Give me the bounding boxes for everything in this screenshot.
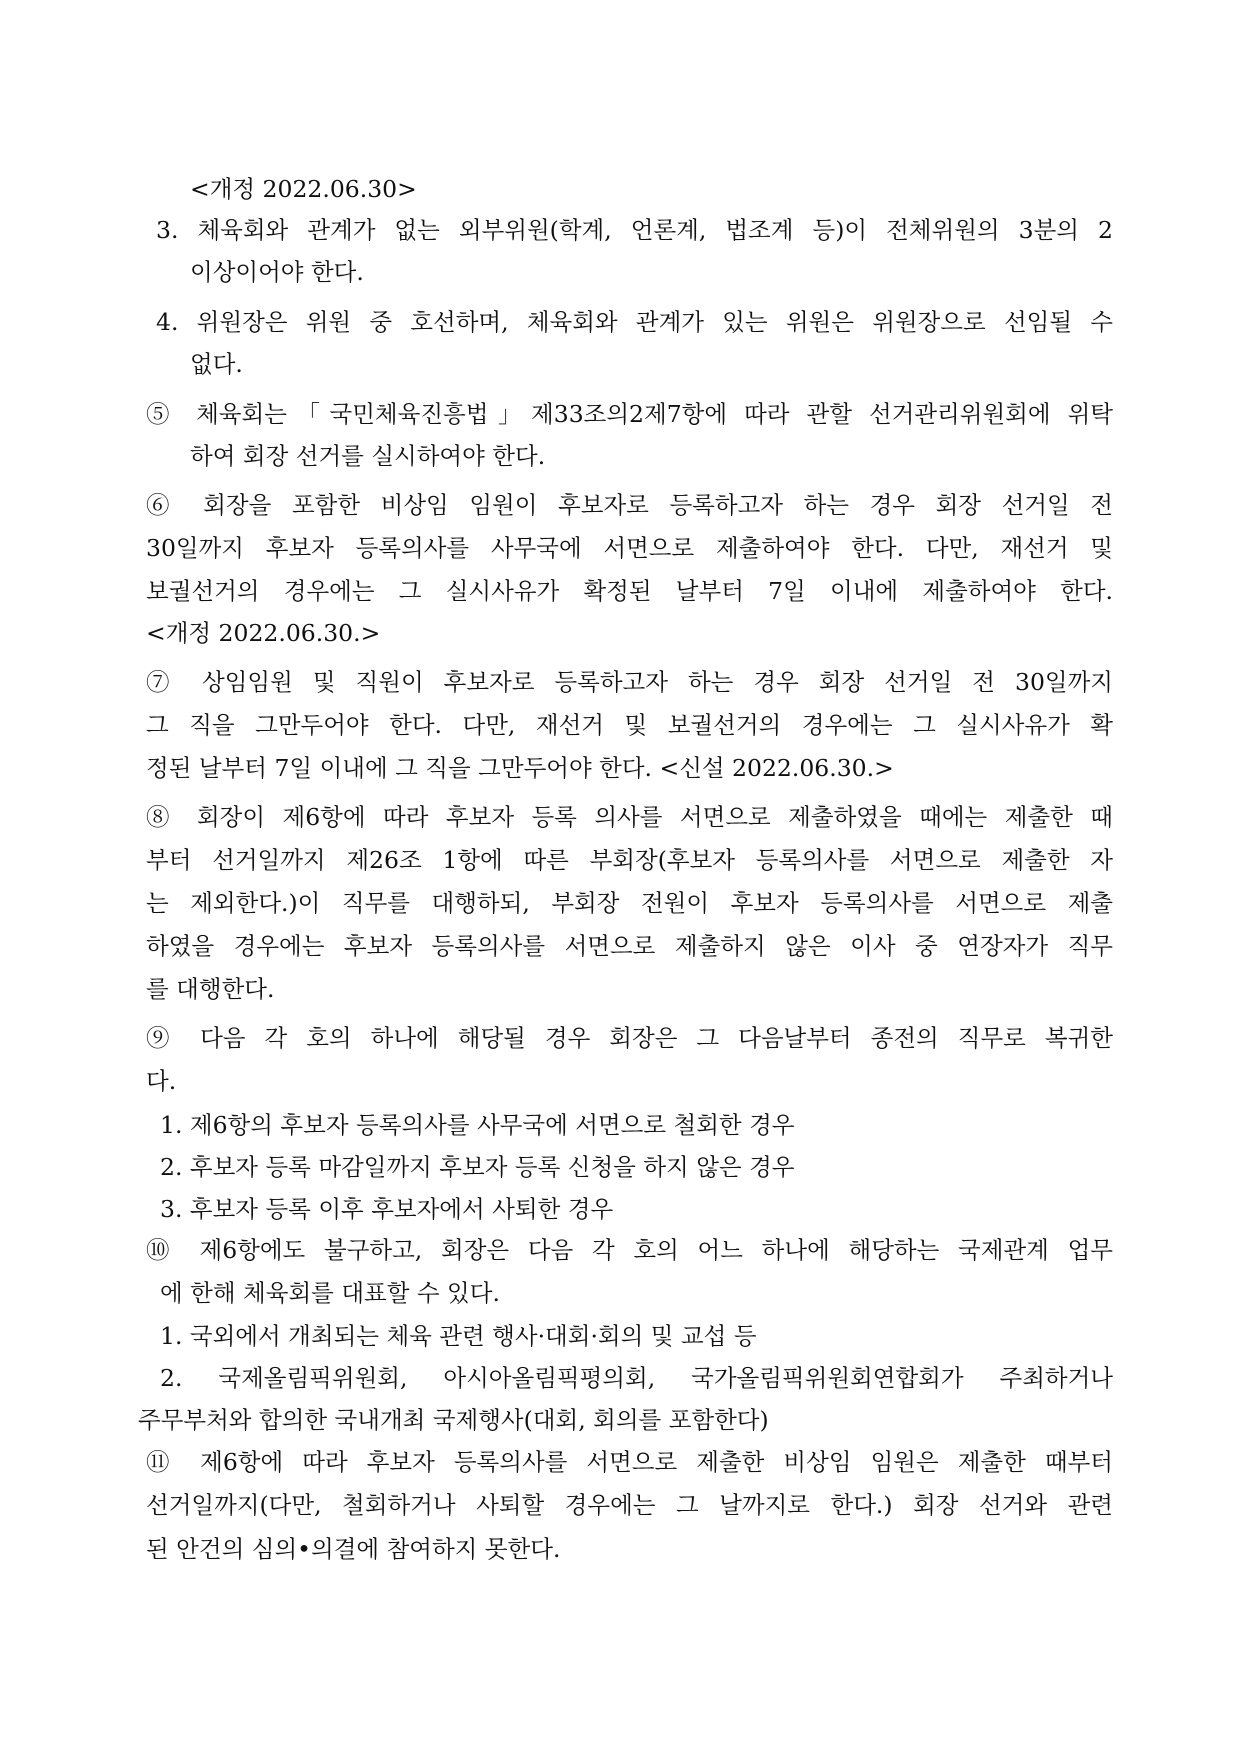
item-3: 3. 체육회와 관계가 없는 외부위원(학계, 언론계, 법조계 등)이 전체위원의 3분의 2 xyxy=(156,216,1113,244)
amendment-note-1: <개정 2022.06.30> xyxy=(190,175,417,203)
clause-10-item-2: 2. 국제올림픽위원회, 아시아올림픽평의회, 국가올림픽위원회연합회가 주최하거나 xyxy=(160,1364,1113,1392)
clause-10-item-1: 1. 국외에서 개최되는 체육 관련 행사·대회·회의 및 교섭 등 xyxy=(160,1322,757,1350)
clause-8-line3: 는 제외한다.)이 직무를 대행하되, 부회장 전원이 후보자 등록의사를 서면으로 제출 xyxy=(146,889,1113,917)
clause-8-line5: 를 대행한다. xyxy=(146,975,275,1003)
clause-10: ⑩ 제6항에도 불구하고, 회장은 다음 각 호의 어느 하나에 해당하는 국제관계 업무 xyxy=(146,1236,1113,1264)
clause-11-line3: 된 안건의 심의•의결에 참여하지 못한다. xyxy=(146,1535,561,1563)
clause-5-cont: 하여 회장 선거를 실시하여야 한다. xyxy=(190,442,546,470)
amendment-note-2: <개정 2022.06.30.> xyxy=(146,619,381,647)
clause-11-line2: 선거일까지(다만, 철회하거나 사퇴할 경우에는 그 날까지로 한다.) 회장 선거와 관련 xyxy=(146,1491,1113,1519)
clause-8: ⑧ 회장이 제6항에 따라 후보자 등록 의사를 서면으로 제출하였을 때에는 제출한 때 xyxy=(146,803,1113,831)
clause-10-cont: 에 한해 체육회를 대표할 수 있다. xyxy=(160,1279,500,1307)
clause-7: ⑦ 상임임원 및 직원이 후보자로 등록하고자 하는 경우 회장 선거일 전 30일까지 xyxy=(146,668,1113,696)
clause-9-cont: 다. xyxy=(146,1067,177,1095)
clause-11: ⑪ 제6항에 따라 후보자 등록의사를 서면으로 제출한 비상임 임원은 제출한 때부터 xyxy=(146,1448,1113,1476)
clause-9-item-3: 3. 후보자 등록 이후 후보자에서 사퇴한 경우 xyxy=(160,1195,614,1223)
clause-6-line2: 30일까지 후보자 등록의사를 사무국에 서면으로 제출하여야 한다. 다만, 재선거 및 xyxy=(146,534,1113,562)
item-4: 4. 위원장은 위원 중 호선하며, 체육회와 관계가 있는 위원은 위원장으로 선임될 수 xyxy=(156,308,1113,336)
clause-7-line3: 정된 날부터 7일 이내에 그 직을 그만두어야 한다. <신설 2022.06.30.> xyxy=(146,754,894,782)
clause-10-item-2-cont: 주무부처와 합의한 국내개최 국제행사(대회, 회의를 포함한다) xyxy=(138,1406,769,1434)
clause-6-line3: 보궐선거의 경우에는 그 실시사유가 확정된 날부터 7일 이내에 제출하여야 한다. xyxy=(146,577,1113,605)
item-4-cont: 없다. xyxy=(190,350,243,378)
clause-6: ⑥ 회장을 포함한 비상임 임원이 후보자로 등록하고자 하는 경우 회장 선거일 전 xyxy=(146,491,1113,519)
clause-9-item-1: 1. 제6항의 후보자 등록의사를 사무국에 서면으로 철회한 경우 xyxy=(160,1111,795,1139)
clause-9-item-2: 2. 후보자 등록 마감일까지 후보자 등록 신청을 하지 않은 경우 xyxy=(160,1153,795,1181)
clause-5: ⑤ 체육회는「국민체육진흥법」제33조의2제7항에 따라 관할 선거관리위원회에 위탁 xyxy=(146,400,1113,428)
clause-9: ⑨ 다음 각 호의 하나에 해당될 경우 회장은 그 다음날부터 종전의 직무로 복귀한 xyxy=(146,1024,1113,1052)
clause-8-line2: 부터 선거일까지 제26조 1항에 따른 부회장(후보자 등록의사를 서면으로 제출한 자 xyxy=(146,846,1113,874)
item-3-cont: 이상이어야 한다. xyxy=(190,258,364,286)
clause-7-line2: 그 직을 그만두어야 한다. 다만, 재선거 및 보궐선거의 경우에는 그 실시사유가 확 xyxy=(146,711,1113,739)
clause-8-line4: 하였을 경우에는 후보자 등록의사를 서면으로 제출하지 않은 이사 중 연장자가 직무 xyxy=(146,932,1113,960)
